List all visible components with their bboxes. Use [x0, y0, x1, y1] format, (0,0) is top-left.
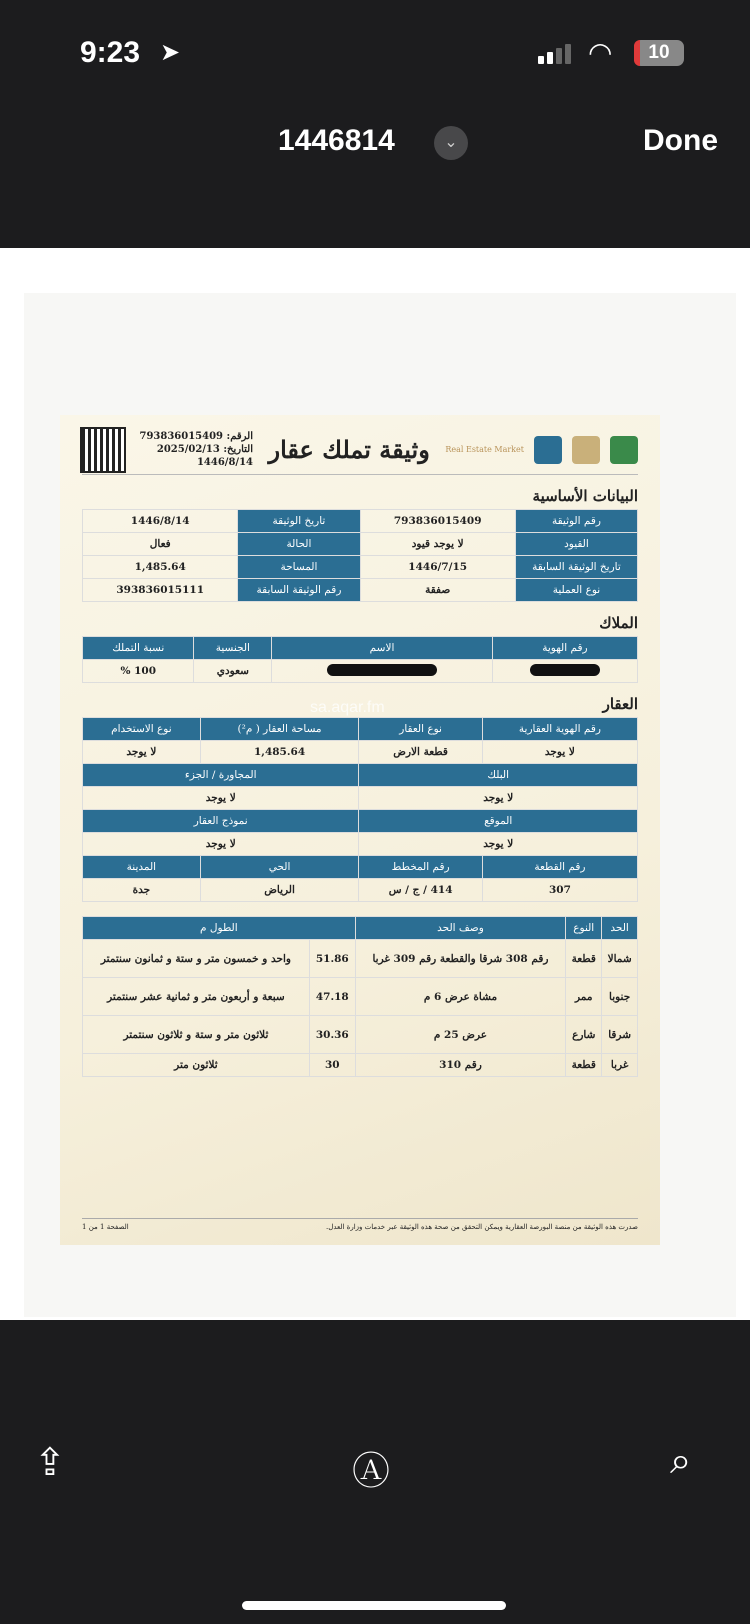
header: الموقع [359, 810, 638, 833]
label: تاريخ الوثيقة السابقة [515, 556, 637, 579]
value: الرياض [200, 879, 359, 902]
value: 393836015111 [83, 579, 238, 602]
cell: شمالا [602, 940, 638, 978]
header: البلك [359, 764, 638, 787]
label: القيود [515, 533, 637, 556]
cell: رقم 310 [355, 1054, 566, 1077]
cell: مشاة عرض 6 م [355, 978, 566, 1016]
battery-icon: 10 [634, 40, 684, 66]
cell: ثلاثون متر و ستة و ثلاثون سنتمتر [83, 1016, 310, 1054]
home-indicator[interactable] [242, 1601, 506, 1610]
header: نوع الاستخدام [83, 718, 201, 741]
status-bar [0, 0, 750, 110]
value: صفقة [360, 579, 515, 602]
header: مساحة العقار ( م²) [200, 718, 359, 741]
header: الحي [200, 856, 359, 879]
value: 414 / ج / س [359, 879, 482, 902]
label: تاريخ الوثيقة [238, 510, 360, 533]
cell: عرض 25 م [355, 1016, 566, 1054]
footer-note: صدرت هذه الوثيقة من منصة البورصة العقارية ويمكن التحقق من صحة هذه الوثيقة عبر خدمات وزارة العدل. [326, 1223, 638, 1231]
value: لا يوجد [482, 741, 637, 764]
ownership-deed [60, 415, 660, 1245]
deed-date: 2025/02/13 [156, 444, 220, 455]
share-icon[interactable]: ⇪ [34, 1442, 66, 1484]
value: 793836015409 [360, 510, 515, 533]
real-estate-market-logo: Real Estate Market [445, 445, 524, 454]
value: 1446/7/15 [360, 556, 515, 579]
chevron-down-icon[interactable]: ⌄ [434, 126, 468, 160]
redacted-id [530, 664, 600, 676]
cell: رقم 308 شرقا والقطعة رقم 309 غربا [355, 940, 566, 978]
value: 1,485.64 [83, 556, 238, 579]
ministry-justice-logo-icon [572, 436, 600, 464]
clock: 9:23 [80, 36, 141, 69]
owners-heading: الملاك [599, 614, 638, 632]
header: رقم الهوية العقارية [482, 718, 637, 741]
header: المدينة [83, 856, 201, 879]
cell: 47.18 [309, 978, 355, 1016]
value: 1446/8/14 [83, 510, 238, 533]
header: نوع العقار [359, 718, 482, 741]
cell: واحد و خمسون متر و ستة و ثمانون سنتمتر [83, 940, 310, 978]
label: المساحة [238, 556, 360, 579]
header: رقم القطعة [482, 856, 637, 879]
label: نوع العملية [515, 579, 637, 602]
page [24, 293, 736, 1317]
label: رقم الوثيقة السابقة [238, 579, 360, 602]
location-arrow-icon: ➤ [160, 39, 181, 66]
nationality: سعودي [194, 660, 272, 683]
cell: 30 [309, 1054, 355, 1077]
boundaries-table [82, 916, 638, 1077]
value: 1,485.64 [200, 741, 359, 764]
value: لا يوجد [83, 833, 359, 856]
date-label: التاريخ: [223, 444, 253, 455]
building-logo-icon [534, 436, 562, 464]
cell: شرقا [602, 1016, 638, 1054]
property-heading: العقار [602, 695, 638, 713]
markup-icon[interactable]: Ⓐ [352, 1451, 391, 1493]
cell: ممر [566, 978, 602, 1016]
header: رقم المخطط [359, 856, 482, 879]
page-number: الصفحة 1 من 1 [82, 1223, 129, 1231]
emblem-logo-icon [610, 436, 638, 464]
value: 307 [482, 879, 637, 902]
cell: 30.36 [309, 1016, 355, 1054]
document-title[interactable]: 1446814 [278, 124, 395, 157]
header: الحد [602, 917, 638, 940]
nav-bar [0, 110, 750, 248]
watermark: sa.aqar.fm [310, 699, 385, 716]
header: نموذج العقار [83, 810, 359, 833]
deed-meta [140, 430, 253, 469]
value: قطعة الارض [359, 741, 482, 764]
search-icon[interactable]: ⌕ [670, 1440, 692, 1482]
deed-hijri-date: 1446/8/14 [196, 457, 253, 468]
value: جدة [83, 879, 201, 902]
header: المجاورة / الجزء [83, 764, 359, 787]
header: الطول م [83, 917, 356, 940]
label: رقم الوثيقة [515, 510, 637, 533]
basic-data-heading: البيانات الأساسية [532, 487, 638, 505]
qr-code-icon [82, 429, 124, 471]
cellular-signal-icon [538, 44, 571, 64]
deed-title: وثيقة تملك عقار [268, 435, 430, 464]
cell: جنوبا [602, 978, 638, 1016]
property-table [82, 717, 638, 902]
header: نسبة التملك [83, 637, 194, 660]
deed-number: 793836015409 [139, 431, 224, 442]
basic-data-table [82, 509, 638, 602]
header: رقم الهوية [492, 637, 637, 660]
cell: سبعة و أربعون متر و ثمانية عشر سنتمتر [83, 978, 310, 1016]
cell: قطعة [566, 1054, 602, 1077]
owners-table [82, 636, 638, 683]
cell: شارع [566, 1016, 602, 1054]
logos [445, 436, 638, 464]
value: فعال [83, 533, 238, 556]
header: وصف الحد [355, 917, 566, 940]
label: الحالة [238, 533, 360, 556]
value: لا يوجد [83, 741, 201, 764]
wifi-icon: ◠ [588, 37, 613, 68]
value: لا يوجد [359, 833, 638, 856]
cell: 51.86 [309, 940, 355, 978]
value: لا يوجد [83, 787, 359, 810]
header: الاسم [272, 637, 493, 660]
bottom-toolbar [0, 1320, 750, 1624]
header: الجنسية [194, 637, 272, 660]
number-label: الرقم: [226, 431, 253, 442]
ownership-share: 100 % [83, 660, 194, 683]
header: النوع [566, 917, 602, 940]
cell: غربا [602, 1054, 638, 1077]
document-viewer[interactable] [0, 248, 750, 1320]
value: لا يوجد قيود [360, 533, 515, 556]
redacted-name [327, 664, 437, 676]
cell: قطعة [566, 940, 602, 978]
deed-footer [82, 1218, 638, 1231]
cell: ثلاثون متر [83, 1054, 310, 1077]
value: لا يوجد [359, 787, 638, 810]
done-button[interactable]: Done [643, 124, 718, 157]
